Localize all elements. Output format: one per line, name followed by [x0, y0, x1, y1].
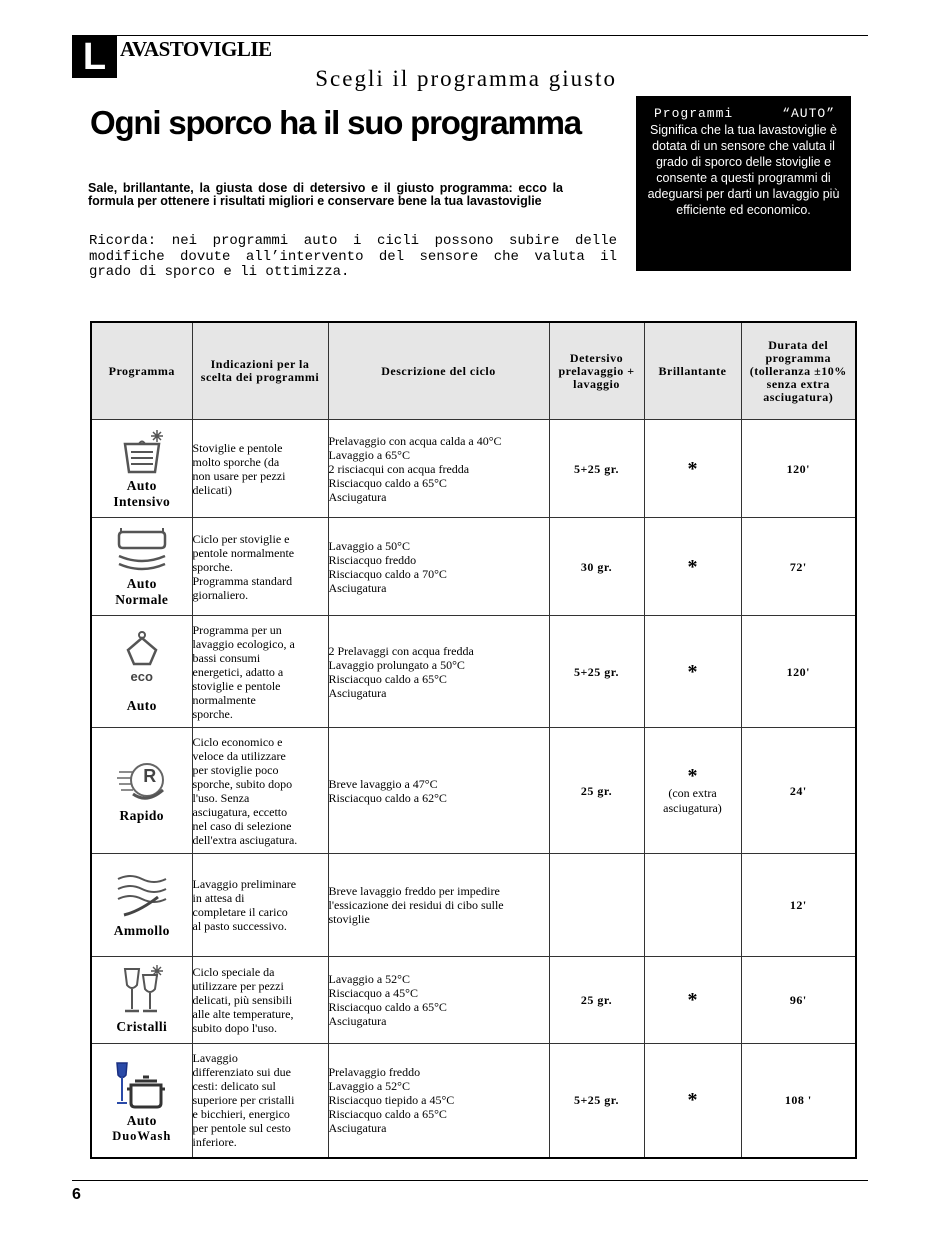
indication-line: utilizzare per pezzi: [192, 979, 284, 993]
program-name-line2: Intensivo: [113, 493, 171, 509]
rinse-aid-mark: *: [687, 555, 698, 578]
program-name: Rapido: [119, 807, 164, 823]
indications-cell: [192, 420, 328, 518]
rinse-aid-cell: [644, 420, 741, 518]
indication-line: in attesa di: [192, 891, 245, 905]
program-name: Auto: [126, 477, 157, 493]
indication-line: completare il carico: [192, 905, 288, 919]
program-cell: [91, 616, 192, 728]
auto-box-label: Programmi: [654, 106, 734, 121]
indication-line: sporche, subito dopo: [192, 776, 293, 791]
table-row: [91, 518, 856, 616]
detergent-cell: 25 gr.: [549, 957, 644, 1044]
program-cell: [91, 518, 192, 616]
indication-line: al pasto successivo.: [192, 919, 287, 933]
rinse-aid-mark: *: [687, 989, 698, 1011]
indications-cell: [192, 1044, 328, 1158]
auto-box-header: [644, 106, 843, 122]
rinse-aid-cell: [644, 854, 741, 957]
program-cell: [91, 728, 192, 854]
indication-line: giornaliero.: [192, 587, 249, 602]
indication-line: alle alte temperature,: [192, 1007, 294, 1021]
indication-line: sporche.: [192, 559, 233, 574]
duration-cell: 24': [741, 728, 856, 854]
icon-label: eco: [130, 668, 153, 684]
program-cell: [91, 854, 192, 957]
indication-line: pentole normalmente: [192, 545, 295, 560]
auto-info-box: [636, 96, 851, 271]
description-line: Risciacquo caldo a 62°C: [328, 790, 447, 805]
description-line: 2 Prelavaggi con acqua fredda: [328, 643, 474, 658]
indication-line: dell'extra asciugatura.: [192, 832, 298, 847]
indication-line: bassi consumi: [192, 650, 261, 665]
indication-line: veloce da utilizzare: [192, 748, 286, 763]
table-row: [91, 728, 856, 854]
indication-line: superiore per cristalli: [192, 1093, 295, 1108]
description-line: Risciacquo caldo a 65°C: [328, 1000, 447, 1014]
program-name-line2: DuoWash: [112, 1128, 172, 1143]
duowash-icon: [92, 1057, 192, 1113]
indication-line: cesti: delicato sul: [192, 1079, 276, 1094]
indications-cell: [192, 518, 328, 616]
indications-cell: [192, 728, 328, 854]
auto-normale-icon: [92, 526, 192, 576]
indication-line: asciugatura, eccetto: [192, 804, 288, 819]
indication-line: Ciclo speciale da: [192, 965, 275, 979]
indication-line: e bicchieri, energico: [192, 1107, 290, 1122]
duration-cell: 108 ': [741, 1044, 856, 1158]
page-title: Ogni sporco ha il suo programma: [90, 104, 581, 141]
table-row: [91, 420, 856, 518]
auto-box-text: Significa che la tua lavastoviglie è dotata di un sensore che valuta il grado di sporco delle stoviglie e consente a questi programmi di adeguarsi per darti un lavaggio più efficiente ed economico.: [647, 123, 840, 217]
indication-line: subito dopo l'uso.: [192, 1021, 278, 1035]
description-line: Risciacquo freddo: [328, 552, 417, 567]
indication-line: Ciclo per stoviglie e: [192, 531, 290, 546]
description-cell: [328, 1044, 549, 1158]
detergent-cell: 5+25 gr.: [549, 616, 644, 728]
description-line: Breve lavaggio a 47°C: [328, 776, 438, 791]
program-cell: [91, 1044, 192, 1158]
rinse-aid-mark: *: [687, 457, 698, 480]
table-row: [91, 1044, 856, 1158]
indications-cell: [192, 616, 328, 728]
program-name: Auto: [126, 697, 157, 713]
rinse-aid-mark: *: [687, 660, 698, 683]
rinse-aid-cell: [644, 1044, 741, 1158]
cristalli-icon: [92, 965, 192, 1019]
header-detergent: Detersivo prelavaggio + lavaggio: [549, 322, 644, 420]
duration-cell: 96': [741, 957, 856, 1044]
table-row: [91, 854, 856, 957]
rinse-aid-note: (con extra asciugatura): [663, 785, 722, 815]
indication-line: delicati, più sensibili: [192, 993, 293, 1007]
duration-cell: 120': [741, 616, 856, 728]
duration-cell: 120': [741, 420, 856, 518]
indication-line: l'uso. Senza: [192, 790, 250, 805]
indication-line: energetici, adatto a: [192, 664, 284, 679]
indication-line: stoviglie e pentole: [192, 678, 281, 693]
rinse-aid-cell: [644, 616, 741, 728]
table-header-row: [91, 322, 856, 420]
page-number: 6: [72, 1186, 81, 1203]
description-line: Risciacquo caldo a 70°C: [328, 566, 447, 581]
description-line: Asciugatura: [328, 1014, 387, 1028]
indication-line: lavaggio ecologico, a: [192, 636, 295, 651]
section-letter: L: [72, 36, 117, 78]
rinse-aid-mark: *: [687, 1089, 698, 1112]
program-name: Cristalli: [116, 1019, 168, 1034]
header-rinse-aid: Brillantante: [644, 322, 741, 420]
program-name: Auto: [126, 1112, 157, 1128]
header-rule: [72, 35, 868, 36]
duration-cell: 12': [741, 854, 856, 957]
program-cell: [91, 420, 192, 518]
description-line: stoviglie: [328, 912, 370, 926]
description-line: Risciacquo tiepido a 45°C: [328, 1093, 455, 1108]
description-line: Breve lavaggio freddo per impedire: [328, 884, 500, 898]
indication-line: differenziato sui due: [192, 1065, 291, 1080]
detergent-cell: 30 gr.: [549, 518, 644, 616]
rinse-aid-mark: *: [687, 764, 698, 787]
indication-line: non usare per pezzi: [192, 468, 286, 483]
indication-line: per stoviglie poco: [192, 762, 279, 777]
rapido-icon: [92, 758, 192, 808]
description-line: 2 risciacqui con acqua fredda: [328, 461, 470, 476]
table-row: [91, 957, 856, 1044]
program-name: Auto: [126, 575, 157, 591]
description-line: Prelavaggio con acqua calda a 40°C: [328, 433, 502, 448]
description-line: Asciugatura: [328, 1121, 387, 1136]
section-subtitle: Scegli il programma giusto: [315, 66, 617, 91]
indication-line: Programma per un: [192, 622, 282, 637]
program-cell: [91, 957, 192, 1044]
header-description: Descrizione del ciclo: [328, 322, 549, 420]
description-line: Asciugatura: [328, 685, 387, 700]
auto-intensivo-icon: [92, 428, 192, 478]
indication-line: Lavaggio: [192, 1051, 238, 1066]
description-line: Lavaggio a 65°C: [328, 447, 410, 462]
auto-box-label-quoted: “AUTO”: [782, 106, 835, 121]
description-line: Risciacquo caldo a 65°C: [328, 1107, 447, 1122]
header-duration: Durata del programma (tolleranza ±10% senza extra asciugatura): [741, 322, 856, 420]
description-cell: [328, 854, 549, 957]
detergent-cell: 5+25 gr.: [549, 420, 644, 518]
indication-line: molto sporche (da: [192, 454, 280, 469]
footer-rule: [72, 1180, 868, 1181]
description-cell: [328, 957, 549, 1044]
reminder-text: Ricorda: nei programmi auto i cicli possono subire delle modifiche dovute all’intervento del sensore che valuta il grado di sporco e li ottimizza.: [89, 233, 617, 280]
header-program: Programma: [91, 322, 192, 420]
description-cell: [328, 728, 549, 854]
description-line: l'essicazione dei residui di cibo sulle: [328, 898, 504, 912]
programs-table: [90, 321, 857, 1159]
indication-line: nel caso di selezione: [192, 818, 292, 833]
table-row: [91, 616, 856, 728]
indication-line: normalmente: [192, 692, 256, 707]
indication-line: Stoviglie e pentole: [192, 440, 283, 455]
intro-text: Sale, brillantante, la giusta dose di detersivo e il giusto programma: ecco la formula per ottenere i risultati migliori e conservare bene la tua lavastoviglie: [88, 181, 563, 208]
description-line: Asciugatura: [328, 489, 387, 504]
detergent-cell: 5+25 gr.: [549, 1044, 644, 1158]
detergent-cell: 25 gr.: [549, 728, 644, 854]
program-name-line2: Normale: [115, 591, 169, 607]
description-line: Risciacquo caldo a 65°C: [328, 475, 447, 490]
indication-line: Ciclo economico e: [192, 734, 283, 749]
description-cell: [328, 518, 549, 616]
indication-line: Programma standard: [192, 573, 293, 588]
description-line: Lavaggio a 52°C: [328, 972, 410, 986]
description-cell: [328, 420, 549, 518]
description-line: Lavaggio a 50°C: [328, 538, 410, 553]
icon-label: R: [143, 765, 157, 786]
program-name: Ammollo: [113, 923, 170, 938]
description-line: Risciacquo caldo a 65°C: [328, 671, 447, 686]
rinse-aid-cell: [644, 518, 741, 616]
detergent-cell: [549, 854, 644, 957]
description-line: Lavaggio a 52°C: [328, 1079, 410, 1094]
indications-cell: [192, 854, 328, 957]
rinse-aid-cell: [644, 728, 741, 854]
rinse-aid-cell: [644, 957, 741, 1044]
header-indications: Indicazioni per la scelta dei programmi: [192, 322, 328, 420]
auto-eco-icon: [92, 630, 192, 684]
indication-line: Lavaggio preliminare: [192, 877, 297, 891]
section-title: AVASTOVIGLIE: [120, 37, 272, 61]
indication-line: per pentole sul cesto: [192, 1121, 291, 1136]
indication-line: delicati): [192, 482, 232, 497]
description-cell: [328, 616, 549, 728]
ammollo-icon: [92, 871, 192, 923]
indication-line: inferiore.: [192, 1135, 237, 1150]
description-line: Risciacquo a 45°C: [328, 986, 418, 1000]
description-line: Prelavaggio freddo: [328, 1065, 421, 1080]
duration-cell: 72': [741, 518, 856, 616]
description-line: Asciugatura: [328, 580, 387, 595]
indication-line: sporche.: [192, 706, 233, 721]
indications-cell: [192, 957, 328, 1044]
description-line: Lavaggio prolungato a 50°C: [328, 657, 465, 672]
